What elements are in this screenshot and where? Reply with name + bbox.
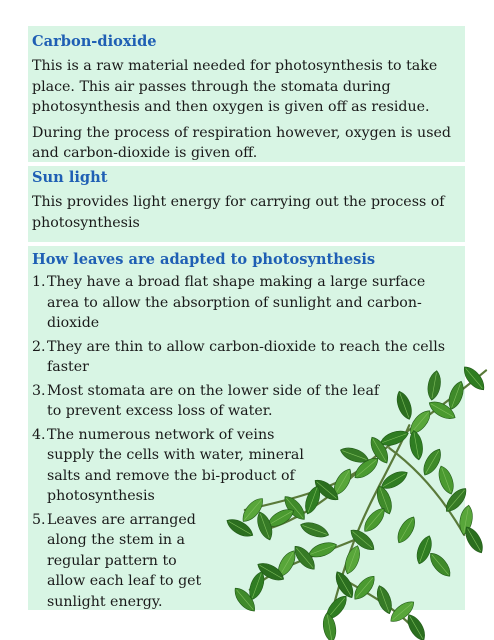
section-heading: Carbon-dioxide [32, 33, 157, 50]
list-number: 3. [32, 382, 46, 399]
list-text: They have a broad flat shape making a large surface area to allow the absorption of sunlight and carbon-dioxide [47, 274, 426, 331]
paragraph: During the process of respiration however, oxygen is used and carbon-dioxide is given off. [32, 124, 451, 161]
section-heading: How leaves are adapted to photosynthesis [32, 251, 376, 268]
list-number: 1. [32, 274, 46, 290]
list-text: Most stomata are on the lower side of the leaf to prevent excess loss of water. [47, 382, 380, 419]
paragraph: This is a raw material needed for photosynthesis to take place. This air passes through the stomata during photosynthesis and then oxygen is given off as residue. [32, 58, 438, 115]
list-number: 5. [32, 511, 46, 528]
list-number: 4. [32, 426, 46, 443]
sun-light-section [28, 166, 465, 242]
leaf-icon [404, 612, 429, 640]
list-text: Leaves are arranged along the stem in a regular pattern to allow each leaf to get sunlight energy. [47, 511, 202, 610]
list-item [32, 272, 459, 334]
list-text: The numerous network of veins supply the cells with water, mineral salts and remove the bi-product of photosynthesis [47, 426, 304, 504]
list-item [32, 510, 212, 613]
list-number: 2. [32, 338, 46, 355]
carbon-dioxide-section [28, 26, 465, 162]
plant-illustration-icon [195, 350, 494, 640]
section-heading: Sun light [32, 169, 108, 186]
list-text: They are thin to allow carbon-dioxide to reach the cells faster [47, 338, 446, 375]
paragraph: This provides light energy for carrying out the process of photosynthesis [32, 194, 445, 231]
